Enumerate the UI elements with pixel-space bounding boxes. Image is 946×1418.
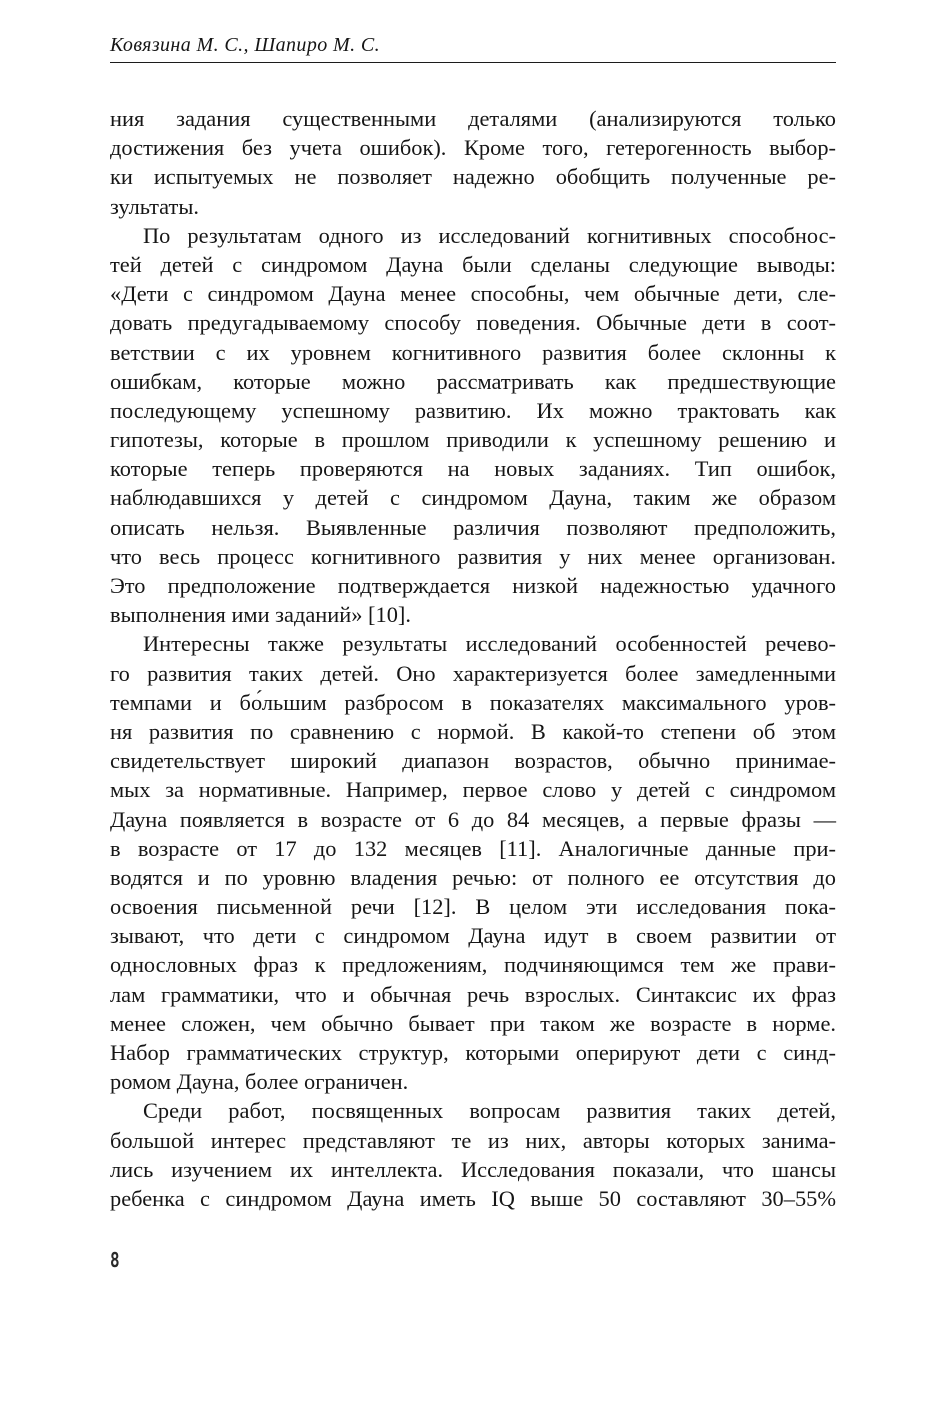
text-line: менее сложен, чем обычно бывает при таком же возрасте в норме.: [110, 1010, 836, 1036]
text-line: Это предположение подтверждается низкой надежностью удачного: [110, 573, 836, 598]
text-line: ошибкам, которые можно рассматривать как предшествующие: [110, 368, 836, 394]
text-line: Среди работ, посвященных вопросам развития таких детей,: [143, 1098, 836, 1124]
text-line: которые теперь проверяются на новых заданиях. Тип ошибок,: [110, 456, 836, 482]
text-line: лись изучением их интеллекта. Исследования показали, что шансы: [110, 1156, 836, 1182]
text-line: ня развития по сравнению с нормой. В какой-то степени об этом: [110, 718, 836, 744]
text-line: тей детей с синдромом Дауна были сделаны следующие выводы:: [110, 251, 836, 277]
text-line: выполнения ими заданий» [10].: [110, 602, 411, 628]
text-line: что весь процесс когнитивного развития у них менее организован.: [110, 543, 836, 569]
text-line: в возрасте от 17 до 132 месяцев [11]. Аналогичные данные при-: [110, 835, 836, 861]
text-line: ребенка с синдромом Дауна иметь IQ выше 50 составляют 30–55%: [110, 1185, 836, 1211]
text-line: Интересны также результаты исследований особенностей речево-: [143, 631, 836, 657]
text-line: водятся и по уровню владения речью: от полного ее отсутствия до: [110, 864, 836, 890]
text-line: освоения письменной речи [12]. В целом эти исследования пока-: [110, 894, 836, 920]
running-header: [110, 32, 836, 63]
text-line: ки испытуемых не позволяет надежно обобщить полученные ре-: [110, 164, 836, 190]
paragraph-3: [110, 629, 836, 1096]
paragraph-1: [110, 104, 836, 221]
text-line: Набор грамматических структур, которыми оперируют дети с синд-: [110, 1040, 836, 1065]
text-line: описать нельзя. Выявленные различия позволяют предположить,: [110, 514, 836, 540]
text-line: «Дети с синдромом Дауна менее способны, чем обычные дети, сле-: [110, 281, 836, 307]
text-line: зультаты.: [110, 193, 199, 219]
text-line: достижения без учета ошибок). Кроме того, гетерогенность выбор-: [110, 135, 836, 161]
text-line: ния задания существенными деталями (анализируются только: [110, 106, 836, 131]
text-line: ветствии с их уровнем когнитивного развития более склонны к: [110, 339, 836, 365]
text-line: Дауна появляется в возрасте от 6 до 84 месяцев, а первые фразы —: [110, 806, 836, 832]
text-line: лам грамматики, что и обычная речь взрослых. Синтаксис их фраз: [110, 981, 836, 1007]
text-line: темпами и бо́льшим разбросом в показателях максимального уров-: [110, 689, 836, 715]
paragraph-4: [110, 1096, 836, 1213]
text-line: По результатам одного из исследований когнитивных способнос-: [143, 222, 836, 248]
page-number: 8: [110, 1248, 120, 1272]
paragraph-2: [110, 221, 836, 630]
header-authors: Ковязина М. С., Шапиро М. С.: [110, 34, 381, 56]
text-line: гипотезы, которые в прошлом приводили к успешному решению и: [110, 427, 836, 453]
text-line: последующему успешному развитию. Их можно трактовать как: [110, 397, 836, 423]
text-line: наблюдавшихся у детей с синдромом Дауна, таким же образом: [110, 485, 836, 511]
text-line: зывают, что дети с синдромом Дауна идут в своем развитии от: [110, 923, 836, 949]
text-line: мых за нормативные. Например, первое слово у детей с синдромом: [110, 777, 836, 803]
text-line: однословных фраз к предложениям, подчиняющимся тем же прави-: [110, 952, 836, 978]
text-line: довать предугадываемому способу поведения. Обычные дети в соот-: [110, 310, 836, 336]
text-line: ромом Дауна, более ограничен.: [110, 1069, 409, 1095]
text-line: свидетельствует широкий диапазон возрастов, обычно принимае-: [110, 748, 836, 774]
body-text: [110, 104, 836, 1213]
text-line: го развития таких детей. Оно характеризуется более замедленными: [110, 660, 836, 686]
text-line: большой интерес представляют те из них, авторы которых занима-: [110, 1127, 836, 1153]
